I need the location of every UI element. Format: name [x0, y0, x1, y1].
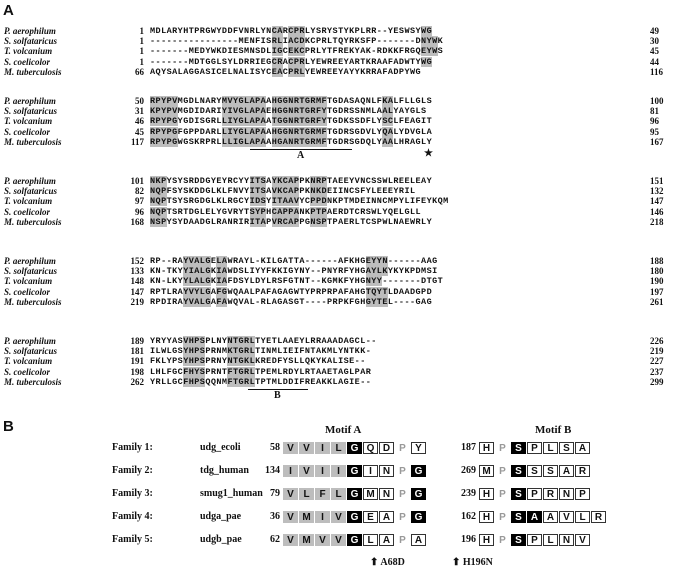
species-name: T. volcanium	[4, 116, 53, 127]
sequence: KPYPVMGDIDARIYIVGLAPAEHGGNRTGRFYTGDRSSNMLAALYAYGLS	[150, 106, 427, 117]
end-position: 188	[650, 256, 664, 266]
residue-cell: G	[347, 465, 362, 477]
start-position: 168	[130, 216, 144, 227]
end-position: 116	[650, 66, 664, 77]
end-position: 49	[650, 26, 659, 36]
arrow-up-icon: ⬆	[452, 557, 461, 568]
motif-a-start: 62	[270, 534, 280, 545]
sequence: RPYPGWGSKRPRLLLIGLAPAAHGANRTGRMFTGDRSGDQLYAALHRAGLY	[150, 136, 433, 147]
residue-cell: L	[363, 534, 378, 546]
end-position: 146	[650, 206, 664, 217]
species-name: T. volcanium	[4, 356, 53, 367]
residue-cell: V	[575, 534, 590, 546]
alignment-row	[0, 207, 685, 217]
residue-cell: P	[395, 465, 410, 477]
residue-cell: V	[283, 442, 298, 454]
residue-cell: V	[283, 511, 298, 523]
end-position: 261	[650, 296, 664, 307]
end-position: 147	[650, 196, 664, 207]
species-name: S. coelicolor	[4, 206, 50, 217]
residue-cell: R	[591, 511, 606, 523]
species-name: P. aerophilum	[4, 336, 56, 346]
sequence: RPYPVMGDLNARYMVYGLAPAAHGGNRTGRMFTGDASAQNLFKALFLLGLS	[150, 96, 433, 106]
alignment-row	[0, 26, 685, 36]
sequence: -------MDTGGLSYLDRRIEGCRACPRLYEWREEYARTKRAAFADWTYWG	[150, 56, 433, 67]
sequence: RPTLRAYVYLGAFGWQAALPAFAGAGWTYPRPRPAFAHGTQYTLDAADGPD	[150, 286, 433, 297]
residue-cell: P	[527, 442, 542, 454]
sequence: RP--RAYVALGELAWRAYL-KILGATTA------AFKHGEYYN------AAG	[150, 256, 438, 266]
residue-cell: L	[543, 534, 558, 546]
start-position: 219	[130, 296, 144, 307]
start-position: 66	[135, 66, 144, 77]
family-number: Family 1:	[112, 442, 153, 453]
family-number: Family 2:	[112, 465, 153, 476]
residue-cell: V	[283, 488, 298, 500]
species-name: S. solfataricus	[4, 266, 58, 277]
start-position: 31	[135, 106, 144, 117]
start-position: 147	[130, 286, 144, 297]
alignment-row	[0, 36, 685, 46]
motif-label: A	[297, 150, 305, 161]
motif-label: B	[274, 390, 281, 401]
residue-cell: I	[315, 465, 330, 477]
residue-cell: P	[495, 534, 510, 546]
residue-cell: V	[559, 511, 574, 523]
residue-cell: V	[331, 511, 346, 523]
residue-cell: S	[527, 465, 542, 477]
end-position: 132	[650, 186, 664, 197]
sequence: RPDIRAYVALGAFAWQVAL-RLAGASGT----PRPKFGHGYTEL----GAG	[150, 296, 433, 307]
residue-cell: P	[395, 488, 410, 500]
end-position: 44	[650, 56, 659, 67]
residue-cell: G	[347, 534, 362, 546]
residue-cell: A	[379, 534, 394, 546]
start-position: 189	[130, 336, 144, 346]
residue-cell: V	[283, 534, 298, 546]
residue-cell: S	[511, 442, 526, 454]
family-protein: smug1_human	[200, 488, 263, 499]
residue-cell: G	[347, 511, 362, 523]
motif-a-cells	[283, 442, 427, 456]
sequence: NQPTSRTDGLELYGVRYTSYPHCAPPANKPTPAERDTCRSWLYQELGLL	[150, 206, 422, 217]
residue-cell: N	[559, 534, 574, 546]
start-position: 152	[130, 256, 144, 266]
end-position: 45	[650, 46, 659, 57]
residue-cell: N	[559, 488, 574, 500]
residue-cell: S	[543, 465, 558, 477]
residue-cell: P	[527, 488, 542, 500]
motif-b-title: Motif B	[535, 424, 572, 436]
residue-cell: I	[283, 465, 298, 477]
species-name: T. volcanium	[4, 46, 53, 57]
start-position: 96	[135, 206, 144, 217]
sequence: YRYYASVHPSPLNYNTGRLTYETLAAEYLRRAAADAGCL--	[150, 336, 377, 346]
start-position: 45	[135, 126, 144, 137]
end-position: 190	[650, 276, 664, 287]
sequence: RPYPGYGDISGRLLIYGLAPAATGGNRTGRFYTGDKSSDFLYSCLFEAGIT	[150, 116, 433, 127]
residue-cell: L	[331, 488, 346, 500]
species-name: M. tuberculosis	[4, 216, 62, 227]
start-position: 1	[139, 56, 144, 67]
residue-cell: M	[363, 488, 378, 500]
residue-cell: N	[379, 465, 394, 477]
residue-cell: A	[527, 511, 542, 523]
species-name: P. aerophilum	[4, 256, 56, 266]
residue-cell: P	[395, 511, 410, 523]
motif-a-start: 79	[270, 488, 280, 499]
end-position: 219	[650, 346, 664, 357]
alignment-block	[0, 256, 685, 316]
residue-cell: L	[299, 488, 314, 500]
motif-b-cells	[479, 511, 607, 525]
residue-cell: Y	[411, 442, 426, 454]
end-position: 30	[650, 36, 659, 47]
alignment-row	[0, 176, 685, 186]
end-position: 226	[650, 336, 664, 346]
end-position: 237	[650, 366, 664, 377]
sequence: NKPYSYSRDDGYEYRCYYITSAYKCAPPKNRPTAEEYVNCSSWLREELEAY	[150, 176, 433, 186]
alignment-block	[0, 336, 685, 401]
motif-b-cells	[479, 488, 591, 502]
start-position: 262	[130, 376, 144, 387]
residue-cell: I	[315, 511, 330, 523]
panel-b-label: B	[3, 418, 14, 435]
alignment-row	[0, 196, 685, 206]
sequence: NSPYSYDAADGLRANRIRITAPVRCAPPGNSPTPAERLTCSPWLNAEWRLY	[150, 216, 433, 227]
residue-cell: I	[315, 442, 330, 454]
alignment-block	[0, 26, 685, 86]
residue-cell: P	[395, 534, 410, 546]
end-position: 197	[650, 286, 664, 297]
motif-b-cells	[479, 442, 591, 456]
motif-a-start: 36	[270, 511, 280, 522]
sequence: KN-LKYYLALGKIAFDSYLDYLRSFGTNT--KGMKFYHGNYY-------DTGT	[150, 276, 444, 287]
species-name: S. solfataricus	[4, 186, 58, 197]
motif-a-cells	[283, 488, 427, 502]
residue-cell: M	[299, 511, 314, 523]
residue-cell: D	[379, 442, 394, 454]
mutation-a-label	[370, 557, 405, 568]
sequence: MDLARYHTPRGWYDDFVNRLYNCARCPRLYSRYSTYKPLRR--YESWSYWG	[150, 26, 433, 36]
family-protein: udg_ecoli	[200, 442, 241, 453]
start-position: 191	[130, 356, 144, 367]
residue-cell: H	[479, 534, 494, 546]
residue-cell: P	[495, 511, 510, 523]
start-position: 50	[135, 96, 144, 106]
sequence: KN-TKYYIALGKIAWDSLIYYFKKIGYNY--PNYRFYHGAYLKYKYKPDMSI	[150, 266, 438, 277]
residue-cell: V	[331, 534, 346, 546]
alignment-row	[0, 57, 685, 67]
alignment-row	[0, 276, 685, 286]
residue-cell: S	[559, 442, 574, 454]
family-number: Family 3:	[112, 488, 153, 499]
family-label	[112, 533, 242, 547]
species-name: M. tuberculosis	[4, 376, 62, 387]
sequence: -------MEDYWKDIESMNSDLIGCEKCPRLYTFREKYAK-RDKKFRGQEYWS	[150, 46, 444, 57]
motif-a-cells	[283, 534, 427, 548]
species-name: T. volcanium	[4, 276, 53, 287]
alignment-row	[0, 367, 685, 377]
alignment-row	[0, 336, 685, 346]
alignment-row	[0, 266, 685, 276]
end-position: 95	[650, 126, 659, 137]
species-name: P. aerophilum	[4, 176, 56, 186]
start-position: 101	[130, 176, 144, 186]
residue-cell: R	[575, 465, 590, 477]
residue-cell: S	[511, 511, 526, 523]
residue-cell: A	[575, 442, 590, 454]
sequence: YRLLGCFHPSQQNMFTGRLTPTMLDDIFREAKKLAGIE--	[150, 376, 372, 387]
sequence: RPYPGFGPPDARLLIYGLAPAAHGGNRTGRMFTGDRSGDVLYQALYDVGLA	[150, 126, 433, 137]
species-name: S. solfataricus	[4, 106, 58, 117]
end-position: 151	[650, 176, 664, 186]
residue-cell: G	[411, 488, 426, 500]
residue-cell: F	[315, 488, 330, 500]
alignment-row	[0, 186, 685, 196]
alignment-row	[0, 356, 685, 366]
motif-b-start: 269	[461, 465, 476, 476]
end-position: 299	[650, 376, 664, 387]
residue-cell: S	[511, 534, 526, 546]
motif-a-cells	[283, 465, 427, 479]
residue-cell: L	[543, 442, 558, 454]
family-label	[112, 441, 241, 455]
species-name: S. solfataricus	[4, 346, 58, 357]
motif-b-start: 196	[461, 534, 476, 545]
residue-cell: P	[495, 488, 510, 500]
end-position: 180	[650, 266, 664, 277]
start-position: 148	[130, 276, 144, 287]
alignment-block	[0, 176, 685, 236]
end-position: 227	[650, 356, 664, 367]
mutation-a-text: A68D	[380, 557, 405, 568]
residue-cell: L	[331, 442, 346, 454]
residue-cell: H	[479, 442, 494, 454]
sequence: FKLYPSYHPSPRNYNTGKLKREDFYSLLQKYKALISE--	[150, 356, 366, 367]
end-position: 96	[650, 116, 659, 127]
species-name: S. solfataricus	[4, 36, 58, 47]
panel-a-label: A	[3, 2, 14, 19]
family-number: Family 5:	[112, 534, 153, 545]
sequence: ILWLGSYHPSPRNMKTGRLTINMLIEIFNTAKMLYNTKK-	[150, 346, 372, 357]
species-name: M. tuberculosis	[4, 66, 62, 77]
start-position: 82	[135, 186, 144, 197]
alignment-row	[0, 127, 685, 137]
sequence: ----------------MENFISRLIACDKCPRLTQYRKSFP-------DNYWK	[150, 36, 444, 47]
start-position: 1	[139, 26, 144, 36]
start-position: 198	[130, 366, 144, 377]
end-position: 100	[650, 96, 664, 106]
residue-cell: G	[411, 465, 426, 477]
alignment-block	[0, 96, 685, 161]
motif-a-cells	[283, 511, 427, 525]
family-label	[112, 510, 242, 524]
arrow-up-icon: ⬆	[370, 557, 379, 568]
residue-cell: S	[511, 465, 526, 477]
residue-cell: V	[299, 465, 314, 477]
residue-cell: G	[347, 442, 362, 454]
residue-cell: V	[299, 442, 314, 454]
sequence: NQPTSYSRGDGLKLRGCYIDSYITAAVYCPPDNKPTMDEINNCMPYLIFEYKQM	[150, 196, 449, 207]
species-name: M. tuberculosis	[4, 296, 62, 307]
mutation-b-text: H196N	[462, 557, 493, 568]
residue-cell: A	[559, 465, 574, 477]
species-name: P. aerophilum	[4, 26, 56, 36]
residue-cell: M	[299, 534, 314, 546]
alignment-row	[0, 256, 685, 266]
family-protein: tdg_human	[200, 465, 249, 476]
residue-cell: S	[511, 488, 526, 500]
family-label	[112, 464, 249, 478]
residue-cell: Q	[363, 442, 378, 454]
species-name: S. coelicolor	[4, 126, 50, 137]
species-name: S. coelicolor	[4, 366, 50, 377]
family-protein: udga_pae	[200, 511, 242, 522]
alignment-row	[0, 137, 685, 147]
residue-cell: L	[575, 511, 590, 523]
family-protein: udgb_pae	[200, 534, 242, 545]
family-label	[112, 487, 263, 501]
alignment-row	[0, 297, 685, 307]
sequence: LHLFGCFHYSPRNTFTGRLTPEMLRDYLRTAAETAGLPAR	[150, 366, 372, 377]
residue-cell: H	[479, 511, 494, 523]
residue-cell: A	[379, 511, 394, 523]
alignment-row	[0, 46, 685, 56]
residue-cell: V	[315, 534, 330, 546]
residue-cell: N	[379, 488, 394, 500]
residue-cell: M	[479, 465, 494, 477]
alignment-row	[0, 116, 685, 126]
alignment-row	[0, 106, 685, 116]
alignment-row	[0, 67, 685, 77]
motif-a-title: Motif A	[325, 424, 362, 436]
residue-cell: E	[363, 511, 378, 523]
start-position: 181	[130, 346, 144, 357]
alignment-row	[0, 377, 685, 387]
start-position: 117	[130, 136, 144, 147]
motif-b-start: 239	[461, 488, 476, 499]
species-name: P. aerophilum	[4, 96, 56, 106]
residue-cell: P	[495, 442, 510, 454]
motif-b-cells	[479, 465, 591, 479]
alignment-row	[0, 217, 685, 227]
end-position: 81	[650, 106, 659, 117]
start-position: 97	[135, 196, 144, 207]
residue-cell: G	[411, 511, 426, 523]
motif-a-start: 58	[270, 442, 280, 453]
residue-cell: P	[395, 442, 410, 454]
family-number: Family 4:	[112, 511, 153, 522]
species-name: M. tuberculosis	[4, 136, 62, 147]
alignment-row	[0, 346, 685, 356]
motif-b-start: 187	[461, 442, 476, 453]
start-position: 46	[135, 116, 144, 127]
residue-cell: P	[575, 488, 590, 500]
residue-cell: P	[527, 534, 542, 546]
end-position: 167	[650, 136, 664, 147]
motif-b-start: 162	[461, 511, 476, 522]
residue-cell: G	[347, 488, 362, 500]
end-position: 218	[650, 216, 664, 227]
residue-cell: I	[331, 465, 346, 477]
motif-a-start: 134	[265, 465, 280, 476]
start-position: 133	[130, 266, 144, 277]
mutation-b-label	[452, 557, 493, 568]
start-position: 1	[139, 46, 144, 57]
start-position: 1	[139, 36, 144, 47]
star-icon: ★	[424, 148, 433, 159]
residue-cell: R	[543, 488, 558, 500]
sequence: NQPFSYSKDDGLKLFNVYITSAVKCAPPKNKDEIINCSFYLEEEYRIL	[150, 186, 416, 197]
residue-cell: P	[495, 465, 510, 477]
species-name: S. coelicolor	[4, 286, 50, 297]
residue-cell: A	[543, 511, 558, 523]
alignment-row	[0, 96, 685, 106]
species-name: T. volcanium	[4, 196, 53, 207]
motif-b-cells	[479, 534, 591, 548]
residue-cell: A	[411, 534, 426, 546]
residue-cell: I	[363, 465, 378, 477]
sequence: AQYSALAGGASICELNALISYCEACPRLYEWREEYAYYKRRAFADPYWG	[150, 66, 422, 77]
residue-cell: H	[479, 488, 494, 500]
species-name: S. coelicolor	[4, 56, 50, 67]
alignment-row	[0, 287, 685, 297]
